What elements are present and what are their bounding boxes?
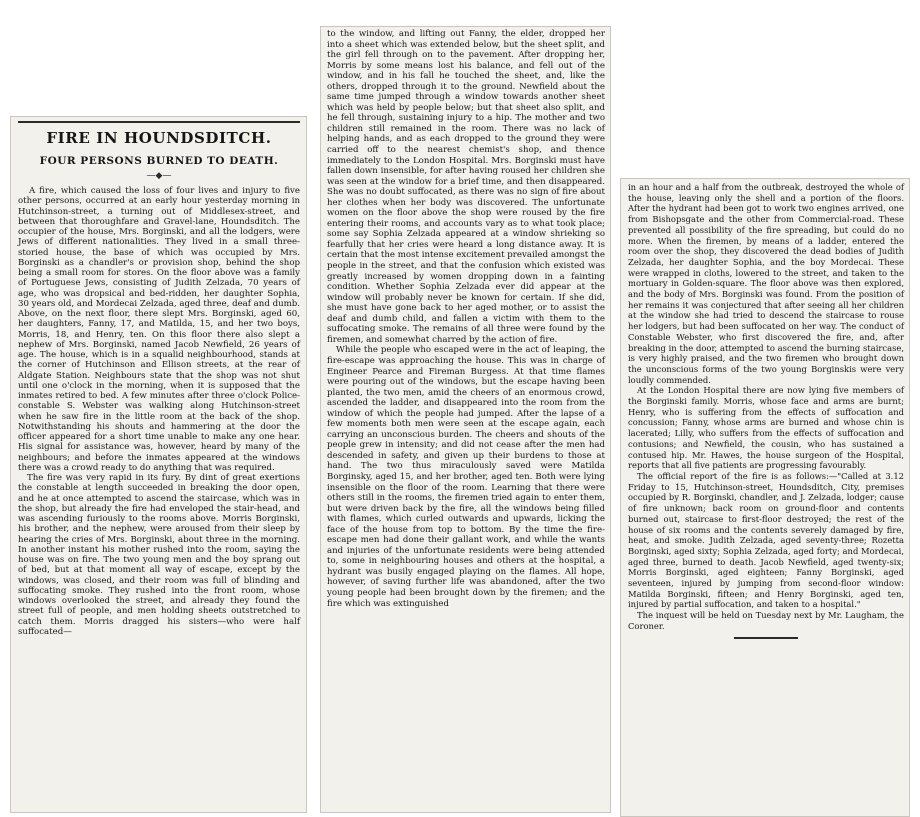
column-1-text [18, 186, 300, 637]
article-subheadline: FOUR PERSONS BURNED TO DEATH. [39, 155, 279, 167]
column-2-text [327, 29, 605, 609]
article-column-1 [10, 116, 307, 813]
top-rule [18, 121, 300, 123]
end-rule [734, 637, 798, 639]
paragraph: At the London Hospital there are now lying five members of the Borginski family. Morris, whose face and arms are burnt; Henry, who is suffering from the effects of suffocation and concussion; Fanny, whose arms are burned and whose chin is lacerated; Lilly, who suffers from the effects of suffocation and contusions; and Newfield, the cousin, who has sustained a contused hip. Mr. Hawes, the house surgeon of the Hospital, reports that all five patients are progressing favourably. [628, 385, 904, 471]
paragraph: The inquest will be held on Tuesday next by Mr. Laugham, the Coroner. [628, 610, 904, 631]
paragraph: The fire was very rapid in its fury. By dint of great exertions the constable at length succeeded in breaking the door open, and he at once attempted to ascend the staircase, which was in the shop, but already the fire had enveloped the stair-head, and was ascending furiously to the rooms above. Morris Borginski, his brother, and the nephew, were aroused from their sleep by hearing the cries of Mrs. Borginski, about three in the morning. In another instant his mother rushed into the room, saying the house was on fire. The two young men and the boy sprang out of bed, but at that moment all way of escape, except by the windows, was closed, and their room was full of blinding and suffocating smoke. They rushed into the front room, whose windows overlooked the street, and already they found the street full of people, and men holding sheets outstretched to catch them. Morris dragged his sisters—who were half suffocated— [18, 473, 300, 637]
paragraph: to the window, and lifting out Fanny, the elder, dropped her into a sheet which was extended below, but the sheet split, and the girl fell through on to the pavement. After dropping her, Morris by some means lost his balance, and fell out of the window, and in his fall he touched the sheet, and, like the others, dropped through it to the ground. Newfield about the same time jumped through a window towards another sheet which was held by people below; but that sheet also split, and he fell through, sustaining injury to a hip. The mother and two children still remained in the room. There was no lack of helping hands, and as each dropped to the ground they were carried off to the nearest chemist's shop, and thence immediately to the London Hospital. Mrs. Borginski must have fallen down insensible, for after having roused her children she was seen at the window for a brief time, and then disappeared. She was no doubt suffocated, as there was no sign of fire about her clothes when her body was discovered. The unfortunate women on the floor above the shop were roused by the fire entering their rooms, and accounts vary as to what took place; some say Sophia Zelzada appeared at a window shrieking so fearfully that her cries were heard a long distance away. It is certain that the most intense excitement prevailed amongst the people in the street, and that the confusion which existed was greatly increased by women dropping down in a fainting condition. Whether Sophia Zelzada ever did appear at the window will probably never be known for certain. If she did, she must have gone back to her aged mother, or to assist the deaf and dumb child, and fallen a victim with them to the suffocating smoke. The remains of all three were found by the firemen, and somewhat charred by the action of fire. [327, 29, 605, 345]
article-headline: FIRE IN HOUNDSDITCH. [46, 129, 272, 147]
article-column-3 [620, 178, 910, 817]
article-column-2 [320, 26, 611, 813]
paragraph: The official report of the fire is as follows:—"Called at 3.12 Friday to 15, Hutchinson-street, Houndsditch, City, premises occupied by R. Borginski, chandler, and J. Zelzada, lodger; cause of fire unknown; back room on ground-floor and contents burned out, staircase to first-floor destroyed; the rest of the house of six rooms and the contents severely damaged by fire, heat, and smoke. Judith Zelzada, aged seventy-three; Rozetta Borginski, aged sixty; Sophia Zelzada, aged forty; and Mordecai, aged three, burned to death. Jacob Newfield, aged twenty-six; Morris Borginski, aged eighteen; Fanny Borginski, aged seventeen, injured by jumping from second-floor window: Matilda Borginski, fifteen; and Henry Borginski, aged ten, injured by partial suffocation, and taken to a hospital." [628, 470, 904, 610]
paragraph: While the people who escaped were in the act of leaping, the fire-escape was approaching the house. This was in charge of Engineer Pearce and Fireman Burgess. At that time flames were pouring out of the windows, but the escape having been planted, the two men, amid the cheers of an enormous crowd, ascended the ladder, and disappeared into the room from the window of which the people had jumped. After the lapse of a few moments both men were seen at the escape again, each carrying an unconscious burden. The cheers and shouts of the people grew in intensity; and did not cease after the men had descended in safety, and given up their burdens to those at hand. The two thus miraculously saved were Matilda Borginsky, aged 15, and her brother, aged ten. Both were lying insensible on the floor of the room. Learning that there were others still in the rooms, the firemen tried again to enter them, but were driven back by the fire, all the windows being filled with flames, which curled outwards and upwards, licking the face of the house from top to bottom. By the time the fire-escape men had done their gallant work, and while the wants and injuries of the unfortunate residents were being attended to, some in neighbouring houses and others at the hospital, a hydrant was busily engaged playing on the flames. All hope, however, of saving further life was abandoned, after the two young people had been brought down by the firemen; and the fire which was extinguished [327, 345, 605, 609]
paragraph: in an hour and a half from the outbreak, destroyed the whole of the house, leaving only the shell and a portion of the floors. After the hydrant had been got to work two engines arrived, one from Bishopsgate and the other from Commercial-road. These prevented all possibility of the fire spreading, but could do no more. When the firemen, by means of a ladder, entered the room over the shop, they discovered the dead bodies of Judith Zelzada, her daughter Sophia, and the boy Mordecai. These were wrapped in cloths, lowered to the street, and taken to the mortuary in Golden-square. The floor above was then explored, and the body of Mrs. Borginski was found. From the position of her remains it was conjectured that after seeing all her children at the window she had tried to descend the staircase to rouse her lodgers, but had been suffocated on her way. The conduct of Constable Webster, who first discovered the fire, and, after breaking in the door, attempted to ascend the burning staircase, is very highly praised, and the two firemen who brought down the unconscious forms of the two young Borginskis were very loudly commended. [628, 182, 904, 385]
paragraph: A fire, which caused the loss of four lives and injury to five other persons, occurred at an early hour yesterday morning in Hutchinson-street, a turning out of Middlesex-street, and between that thoroughfare and Gravel-lane, Houndsditch. The occupier of the house, Mrs. Borginski, and all the lodgers, were Jews of different nationalities. They lived in a small three-storied house, the base of which was occupied by Mrs. Borginski as a chandler's or provision shop, behind the shop being a small room for stores. On the floor above was a family of Portuguese Jews, consisting of Judith Zelzada, 70 years of age, who was dropsical and bed-ridden, her daughter Sophia, 30 years old, and Mordecai Zelzada, aged three, deaf and dumb. Above, on the next floor, there slept Mrs. Borginski, aged 60, her daughters, Fanny, 17, and Matilda, 15, and her two boys, Morris, 18, and Henry, ten. On this floor there also slept a nephew of Mrs. Borginski, named Jacob Newfield, 26 years of age. The house, which is in a squalid neighbourhood, stands at the corner of Hutchinson and Ellison streets, at the rear of Aldgate Station. Neighbours state that the shop was not shut until one o'clock in the morning, when it is supposed that the inmates retired to bed. A few minutes after three o'clock Police-constable S. Webster was walking along Hutchinson-street when he saw fire in the little room at the back of the shop. Notwithstanding his shouts and hammering at the door the officer appeared for a short time unable to make any one hear. His signal for assistance was, however, heard by many of the neighbours; and before the inmates appeared at the windows there was a crowd ready to do anything that was required. [18, 186, 300, 473]
column-3-text [628, 182, 904, 632]
ornament-divider: —◆— [146, 171, 172, 181]
